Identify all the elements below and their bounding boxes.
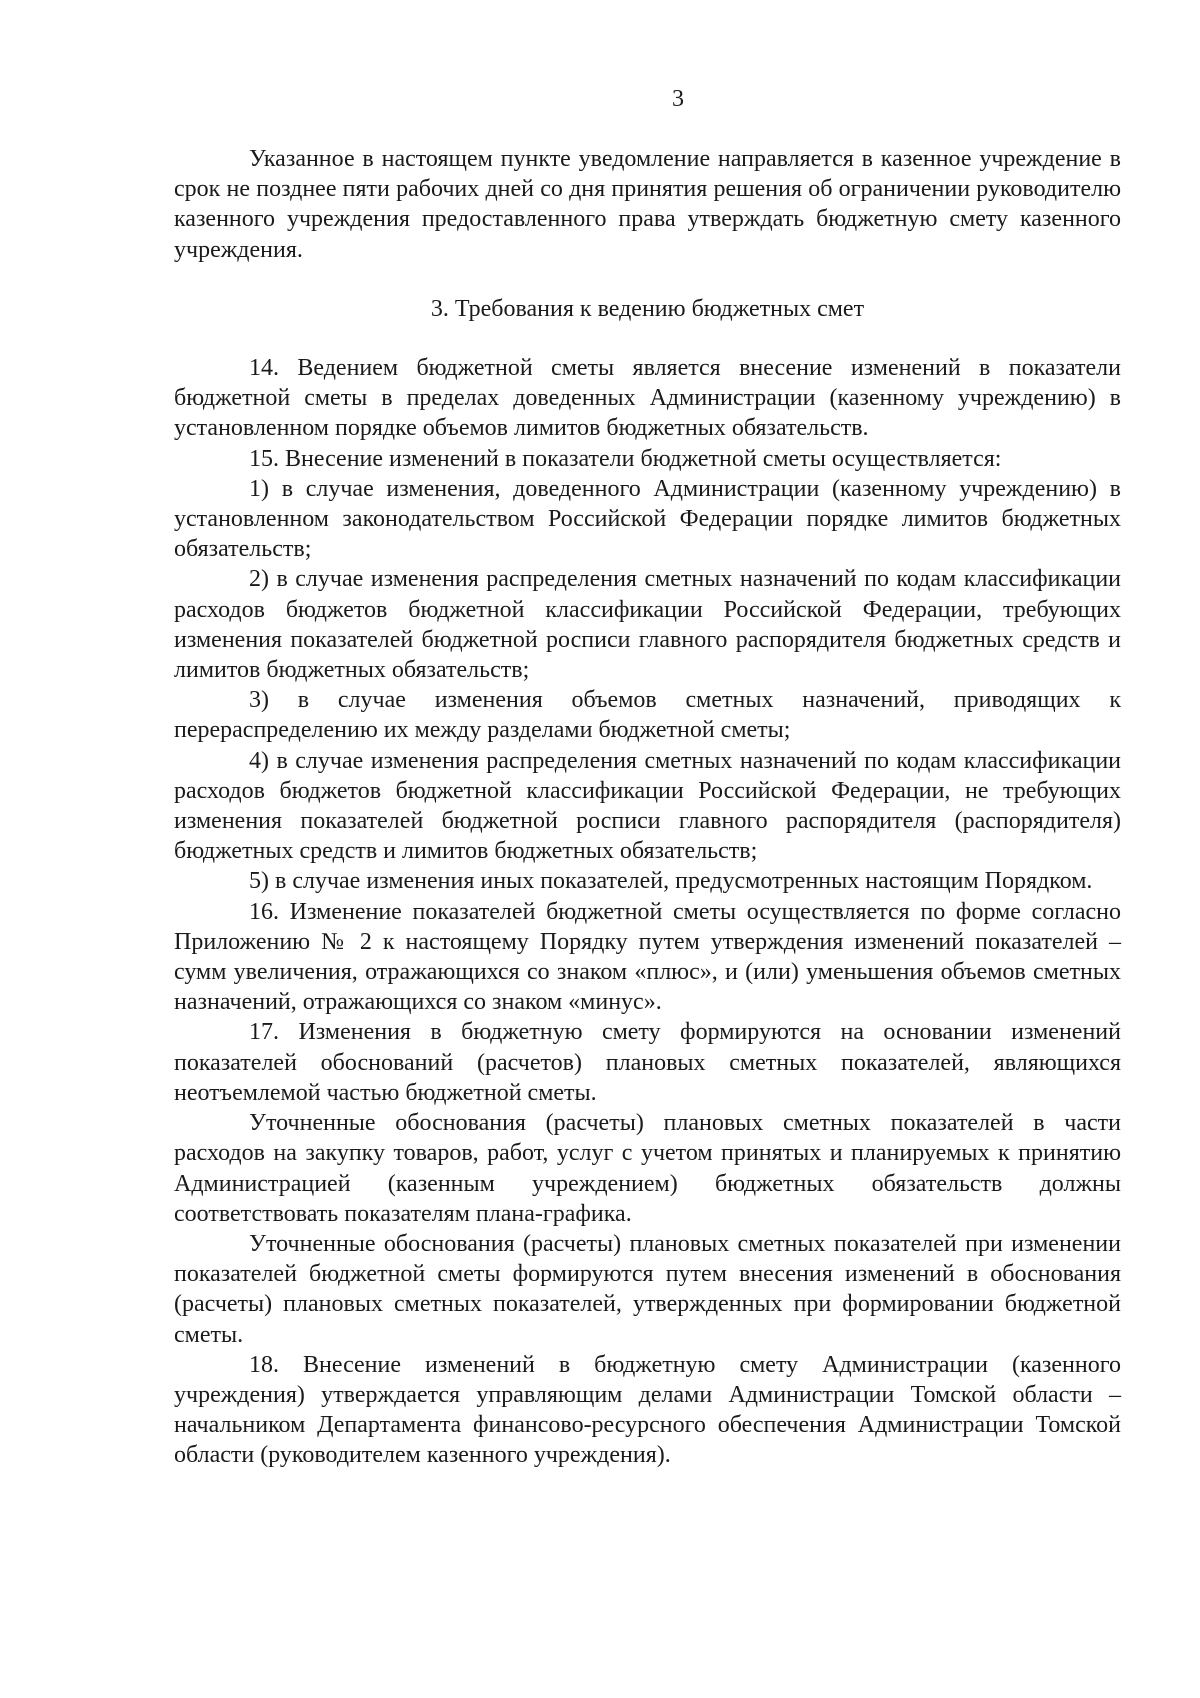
paragraph-17-procurement: Уточненные обоснования (расчеты) плановых сметных показателей в части расходов на закупку товаров, работ, услуг с учетом принятых и планируемых к принятию Администрацией (казенным учреждением) бюджетных обязательств должны соответствовать показателям плана-графика. xyxy=(174,1110,1121,1227)
paragraph-notification: Указанное в настоящем пункте уведомление направляется в казенное учреждение в срок не позднее пяти рабочих дней со дня принятия решения об ограничении руководителю казенного учреждения предоставленного права утверждать бюджетную смету казенного учреждения. xyxy=(174,146,1121,263)
list-item-4: 4) в случае изменения распределения сметных назначений по кодам классификации расходов бюджетов бюджетной классификации Российской Федерации, не требующих изменения показателей бюджетной росписи главного распорядителя (распорядителя) бюджетных средств и лимитов бюджетных обязательств; xyxy=(174,747,1121,865)
list-item-1: 1) в случае изменения, доведенного Администрации (казенному учреждению) в установленном законодательством Российской Федерации порядке лимитов бюджетных обязательств; xyxy=(174,475,1121,563)
paragraph-14: 14. Ведением бюджетной сметы является внесение изменений в показатели бюджетной сметы в пределах доведенных Администрации (казенному учреждению) в установленном порядке объемов лимитов бюджетных обязательств. xyxy=(174,355,1121,442)
paragraph-17-changes: Уточненные обоснования (расчеты) плановых сметных показателей при изменении показателей бюджетной сметы формируются путем внесения изменений в обоснования (расчеты) плановых сметных показателей, утвержденных при формировании бюджетной сметы. xyxy=(174,1230,1121,1348)
paragraph-15: 15. Внесение изменений в показатели бюджетной сметы осуществляется: xyxy=(249,445,1002,472)
list-item-5: 5) в случае изменения иных показателей, предусмотренных настоящим Порядком. xyxy=(249,868,1093,895)
document-body xyxy=(174,144,1121,1471)
section-heading: 3. Требования к ведению бюджетных смет xyxy=(430,295,865,322)
list-item-3: 3) в случае изменения объемов сметных назначений, приводящих к перераспределению их между разделами бюджетной сметы; xyxy=(174,687,1121,744)
list-item-2: 2) в случае изменения распределения сметных назначений по кодам классификации расходов бюджетов бюджетной классификации Российской Федерации, требующих изменения показателей бюджетной росписи главного распорядителя бюджетных средств и лимитов бюджетных обязательств; xyxy=(174,566,1121,684)
paragraph-18: 18. Внесение изменений в бюджетную смету Администрации (казенного учреждения) утверждается управляющим делами Администрации Томской области – начальником Департамента финансово-ресурсного обеспечения Администрации Томской области (руководителем казенного учреждения). xyxy=(174,1351,1121,1469)
page-number: 3 xyxy=(672,86,684,112)
paragraph-16: 16. Изменение показателей бюджетной сметы осуществляется по форме согласно Приложению № 2 к настоящему Порядку путем утверждения изменений показателей – сумм увеличения, отражающихся со знаком «плюс», и (или) уменьшения объемов сметных назначений, отражающихся со знаком «минус». xyxy=(174,898,1121,1016)
paragraph-17: 17. Изменения в бюджетную смету формируются на основании изменений показателей обоснований (расчетов) плановых сметных показателей, являющихся неотъемлемой частью бюджетной сметы. xyxy=(174,1019,1121,1106)
